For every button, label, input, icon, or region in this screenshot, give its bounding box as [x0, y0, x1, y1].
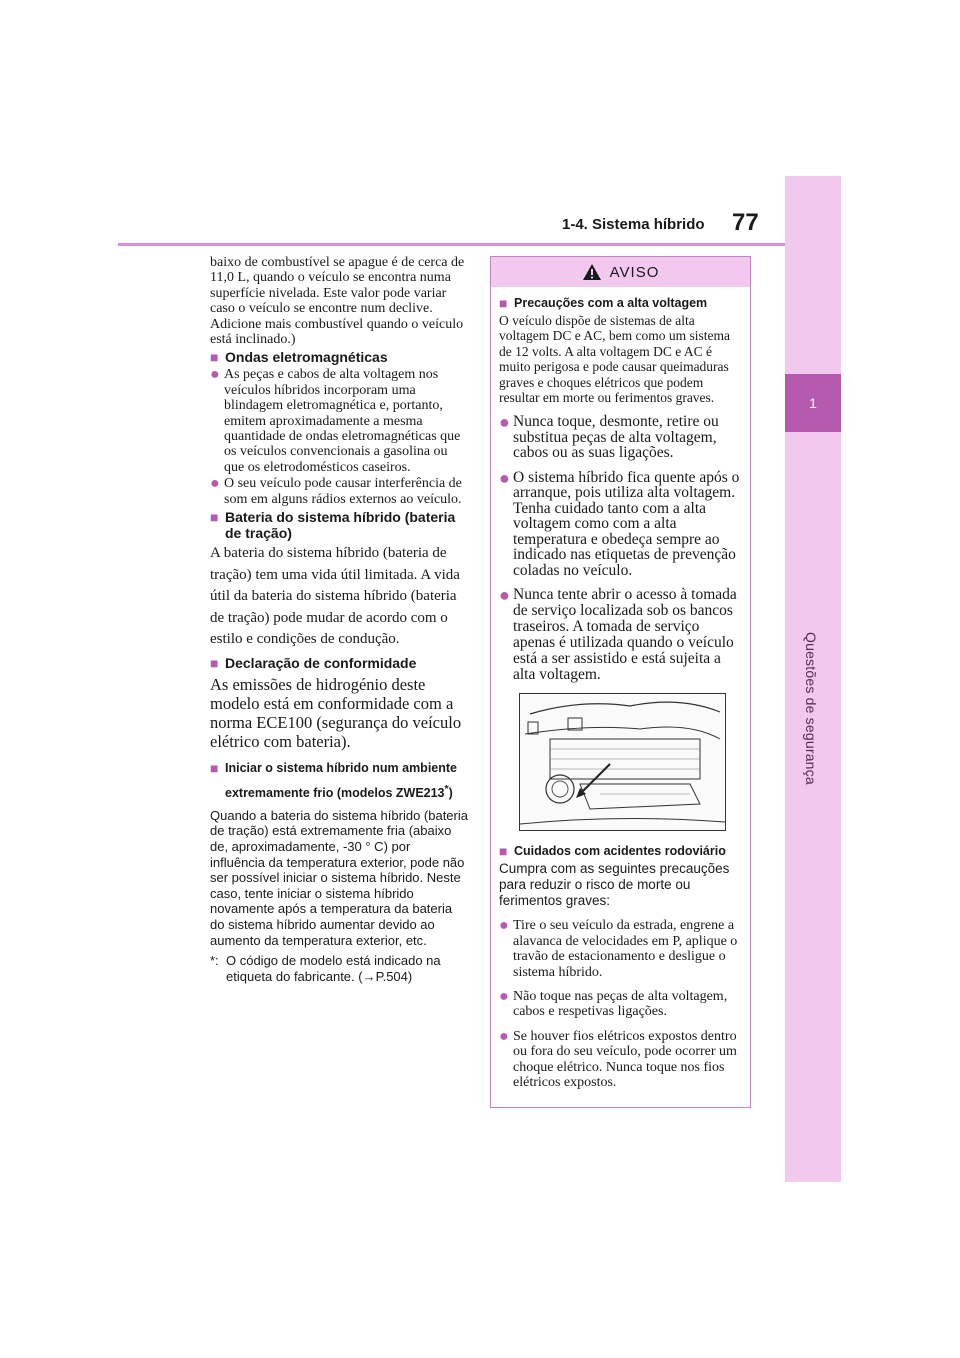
cold-start-paragraph: Quando a bateria do sistema híbrido (bateria de tração) está extremamente fria (abaixo de, aproximadamente, -30 ° C) por influência da temperatura exterior, pode não ser possível iniciar o sistema híbrido. Neste caso, tente iniciar o sistema híbrido novamente após a temperatura da bateria do sistema híbrido aumentar devido ao aumento da temperatura exterior, etc.	[210, 807, 468, 948]
accidents-paragraph: Cumpra com as seguintes precauções para reduzir o risco de morte ou ferimentos graves:	[499, 861, 730, 909]
battery-paragraph: A bateria do sistema híbrido (bateria de tração) tem uma vida útil limitada. A vida útil da bateria do sistema híbrido (bateria de tração) pode mudar de acordo com o estilo e condições de condução.	[210, 545, 460, 648]
circle-bullet-icon: ●	[499, 467, 510, 488]
square-bullet-icon: ■	[210, 654, 219, 671]
circle-bullet-icon: ●	[499, 988, 509, 1006]
footnote: *: O código de modelo está indicado na etiqueta do fabricante. (→P.504)	[210, 953, 441, 984]
square-bullet-icon: ■	[210, 509, 219, 526]
chapter-label: Questões de segurança	[803, 632, 819, 785]
square-bullet-icon: ■	[210, 759, 219, 776]
declaration-paragraph: As emissões de hidrogénio deste modelo está em conformidade com a norma ECE100 (segurança do veículo elétrico com bateria).	[210, 674, 462, 751]
square-bullet-icon: ■	[499, 295, 508, 311]
chapter-number: 1	[785, 374, 841, 432]
warning-triangle-icon	[582, 263, 602, 281]
list-item: ● Nunca tente abrir o acesso à tomada de serviço localizada sob os bancos traseiros. A tomada de serviço apenas é utilizada quando o veículo está a ser assistido e está sujeita a alta voltagem.	[499, 585, 737, 684]
circle-bullet-icon: ●	[499, 412, 510, 433]
circle-bullet-icon: ●	[499, 917, 509, 935]
heading-battery: ■ Bateria do sistema híbrido (bateria de tração)	[210, 509, 456, 542]
square-bullet-icon: ■	[499, 843, 508, 860]
heading-declaration: ■ Declaração de conformidade	[210, 654, 417, 671]
circle-bullet-icon: ●	[499, 585, 510, 606]
high-voltage-paragraph: O veículo dispõe de sistemas de alta voltagem DC e AC, bem como um sistema de 12 volts. A alta voltagem DC e AC é muito perigosa e pode causar queimaduras graves e choques elétricos que podem resultar em morte ou ferimentos graves.	[499, 313, 730, 406]
page-number: 77	[732, 209, 759, 236]
circle-bullet-icon: ●	[210, 475, 220, 493]
list-item: ● O sistema híbrido fica quente após o arranque, pois utiliza alta voltagem. Tenha cuidado tanto com a alta voltagem como com a alta temperatura e obedeça sempre ao indicado nas etiquetas de prevenção coladas no veículo.	[499, 467, 740, 579]
warning-box	[490, 256, 751, 1108]
circle-bullet-icon: ●	[499, 1027, 509, 1045]
warning-header	[491, 257, 750, 287]
list-item: ● Nunca toque, desmonte, retire ou substitua peças de alta voltagem, cabos ou as suas ligações.	[499, 412, 719, 462]
list-item: ● Tire o seu veículo da estrada, engrene a alavanca de velocidades em P, aplique o travão de estacionamento e desligue o sistema híbrido.	[499, 917, 738, 980]
warning-title: AVISO	[609, 263, 660, 281]
list-item: ● O seu veículo pode causar interferência de som em alguns rádios externos ao veículo.	[210, 475, 462, 507]
list-item: ● Não toque nas peças de alta voltagem, cabos e respetivas ligações.	[499, 988, 728, 1020]
side-tab	[785, 176, 841, 1182]
list-item: ● Se houver fios elétricos expostos dentro ou fora do seu veículo, pode ocorrer um choque elétrico. Nunca toque nos fios elétricos expostos.	[499, 1027, 737, 1091]
left-column	[210, 255, 468, 984]
heading-waves: ■ Ondas eletromagnéticas	[210, 349, 388, 366]
heading-cold-start: ■ Iniciar o sistema híbrido num ambiente extremamente frio (modelos ZWE213*)	[210, 757, 468, 804]
heading-accidents: ■ Cuidados com acidentes rodoviário	[499, 843, 726, 860]
service-plug-illustration	[519, 693, 726, 831]
list-item: ● As peças e cabos de alta voltagem nos veículos híbridos incorporam uma blindagem eletromagnética e, portanto, emitem aproximadamente a mesma quantidade de ondas eletromagnéticas que os veículos convencionais a gasolina ou que os eletrodomésticos caseiros.	[210, 366, 461, 475]
square-bullet-icon: ■	[210, 349, 219, 366]
header-rule	[118, 243, 814, 246]
heading-high-voltage: ■ Precauções com a alta voltagem	[499, 295, 708, 311]
intro-paragraph: baixo de combustível se apague é de cerca de 11,0 L, quando o veículo se encontra numa superfície nivelada. Este valor pode variar caso o veículo se encontre num declive. Adicione mais combustível quando o veículo está inclinado.)	[210, 255, 465, 348]
section-title: 1-4. Sistema híbrido	[562, 216, 705, 233]
circle-bullet-icon: ●	[210, 366, 220, 384]
